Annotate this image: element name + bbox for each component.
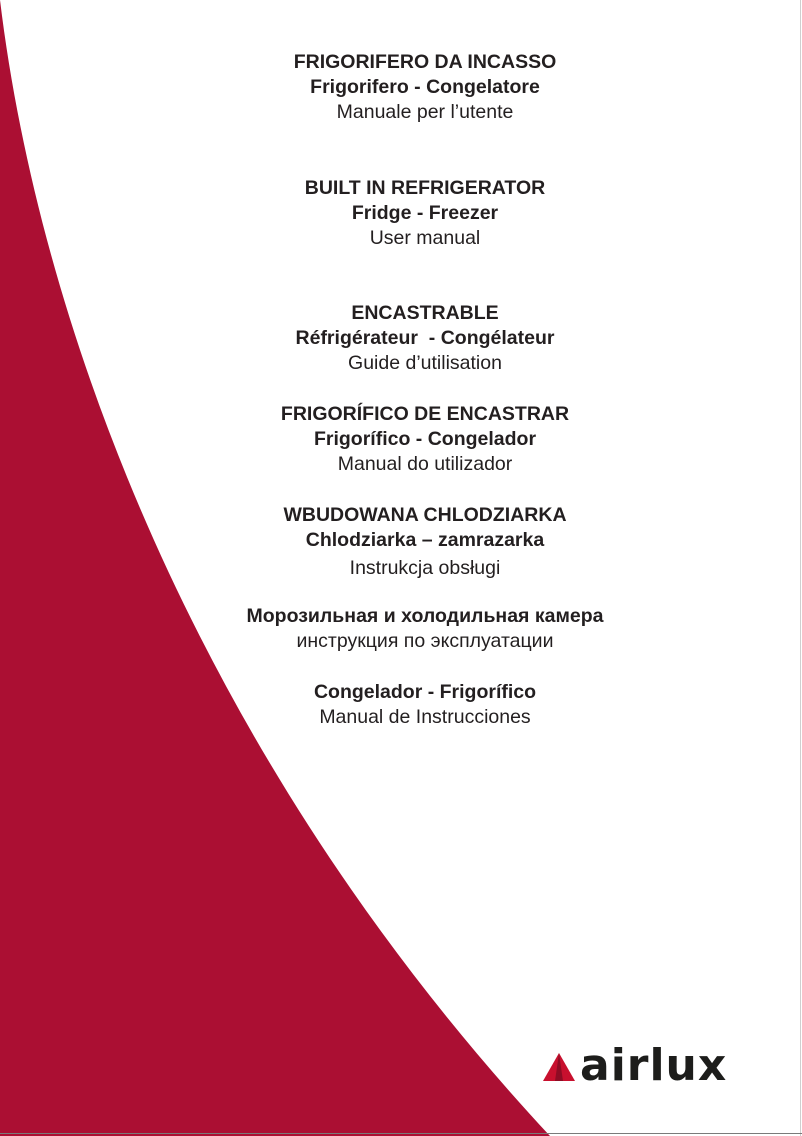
section-manual-label: Instrukcja obsługi: [349, 557, 501, 579]
triangle-logo-icon: [542, 1050, 576, 1084]
page-edge-bottom: [0, 1133, 802, 1134]
section-subtitle: Морозильная и холодильная камера: [246, 605, 604, 627]
airlux-logo: [542, 1041, 727, 1091]
section-subtitle: Chlodziarka – zamrazarka: [305, 529, 545, 551]
logo-wordmark: airlux: [580, 1040, 728, 1091]
section-french: [0, 301, 802, 376]
section-manual-label: инструкция по эксплуатации: [296, 630, 554, 652]
section-italian: [0, 50, 802, 125]
section-portuguese: [0, 402, 802, 477]
section-manual-label: Manual de Instrucciones: [319, 706, 531, 728]
section-manual-label: Manual do utilizador: [337, 453, 513, 475]
section-manual-label: Guide d’utilisation: [348, 352, 502, 374]
section-spanish: [0, 680, 802, 730]
section-subtitle: Fridge - Freezer: [351, 202, 499, 224]
section-manual-label: User manual: [369, 227, 481, 249]
section-title: FRIGORÍFICO DE ENCASTRAR: [280, 403, 570, 425]
section-title: BUILT IN REFRIGERATOR: [304, 177, 546, 199]
section-english: [0, 176, 802, 251]
section-title: FRIGORIFERO DA INCASSO: [293, 51, 557, 73]
section-subtitle: Frigorífico - Congelador: [313, 428, 537, 450]
section-title: ENCASTRABLE: [351, 302, 499, 324]
section-subtitle: Réfrigérateur - Congélateur: [295, 327, 555, 349]
section-title: WBUDOWANA CHLODZIARKA: [283, 504, 567, 526]
section-manual-label: Manuale per l’utente: [336, 101, 514, 123]
section-subtitle: Congelador - Frigorífico: [313, 681, 537, 703]
section-subtitle: Frigorifero - Congelatore: [310, 76, 540, 98]
section-polish: [0, 503, 802, 581]
section-russian: [0, 604, 802, 654]
